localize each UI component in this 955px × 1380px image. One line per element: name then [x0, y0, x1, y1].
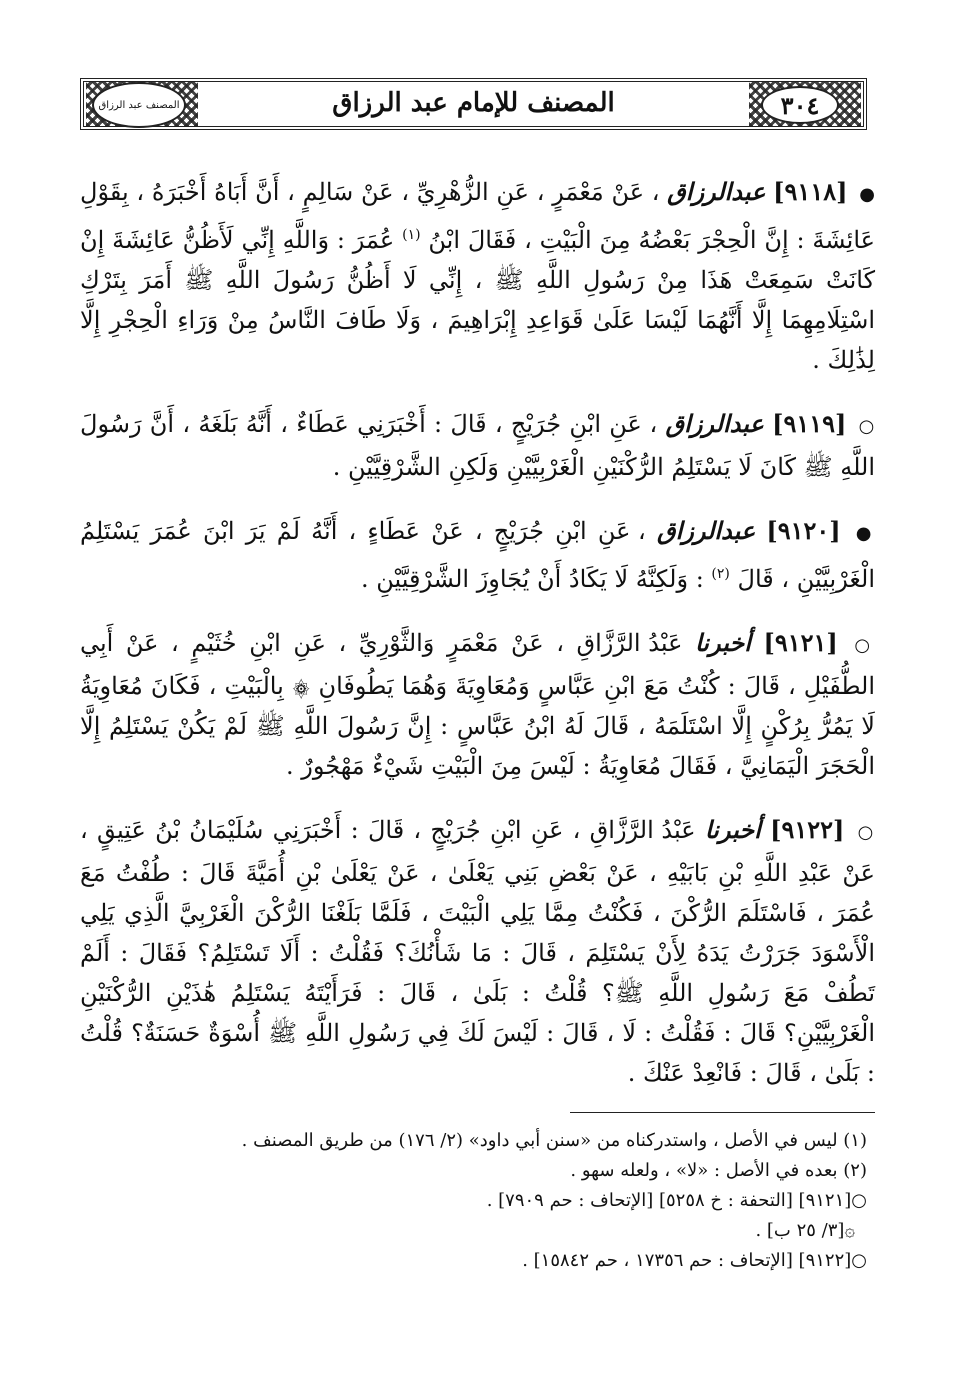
- hadith-9120: [80, 511, 875, 599]
- footnote-ref: (٢): [711, 566, 730, 582]
- hadith-9122: [80, 810, 875, 1093]
- hadith-number: [٩١٢٠]: [766, 516, 841, 545]
- seal-icon: المصنف عبد الرزاق: [92, 82, 186, 128]
- hadith-text: عَبْدُ الرَّزَّاقِ ، عَنْ مَعْمَرٍ وَالثَّوْرِيِّ ، عَنِ ابْنِ خُثَيْمٍ ، عَنْ أَبِي الطُّفَيْلِ ، قَالَ : كُنْتُ مَعَ ابْنِ عَبَّاسٍ وَمُعَاوِيَةَ وَهُمَا يَطُوفَانِ ۞ بِالْبَيْتِ ، فَكَانَ مُعَاوِيَةُ لَا يَمُرُّ بِرُكْنٍ إِلَّا اسْتَلَمَهُ ، قَالَ لَهُ ابْنُ عَبَّاسٍ : إِنَّ رَسُولَ اللَّهِ ﷺ لَمْ يَكُنْ يَسْتَلِمُ إِلَّا الْحَجَرَ الْيَمَانِيَّ ، فَقَالَ مُعَاوِيَةُ : لَيْسَ مِنَ الْبَيْتِ شَيْءٌ مَهْجُورٌ .: [80, 629, 875, 780]
- page-header: [80, 78, 867, 130]
- footnote-divider: [570, 1112, 875, 1113]
- filled-circle-marker-icon: ●: [859, 184, 875, 205]
- footnote-ref: (١): [402, 227, 421, 243]
- footnote-2: (٢) بعده في الأصل : «لا» ، ولعله سهو .: [570, 1160, 867, 1181]
- narrator-label: أخبرنا: [694, 628, 751, 657]
- hadith-9121: [80, 623, 875, 786]
- footnotes: [80, 1126, 875, 1276]
- hadith-number: [٩١٢١]: [763, 628, 838, 657]
- open-circle-marker-icon: ○: [857, 822, 875, 843]
- hadith-text: ، عَنِ ابْنِ جُرَيْجٍ ، قَالَ : أَخْبَرَنِي عَطَاءٌ ، أَنَّهُ بَلَغَهُ ، أَنَّ رَسُولَ اللَّهِ ﷺ كَانَ لَا يَسْتَلِمُ الرُّكْنَيْنِ الْغَرْبِيَّيْنِ وَلَكِنِ الشَّرْقِيَّيْنِ .: [80, 410, 875, 481]
- book-title: المصنف للإمام عبد الرزاق: [210, 84, 737, 122]
- filled-circle-marker-icon: ●: [855, 523, 875, 544]
- hadith-text: : وَلَكِنَّهُ لَا يَكَادُ أَنْ يُجَاوِزَ الشَّرْقِيَّيْنِ .: [360, 565, 704, 593]
- hadith-text: ، عَنْ مَعْمَرٍ ، عَنِ الزُّهْرِيِّ ، عَنْ سَالِمٍ ، أَنَّ أَبَاهُ أَخْبَرَهُ ، بِقَوْلِ عَائِشَةَ : إِنَّ الْحِجْرَ بَعْضُهُ مِنَ الْبَيْتِ ، فَقَالَ ابْنُ: [80, 178, 875, 254]
- hadith-text: عَبْدُ الرَّزَّاقِ ، عَنِ ابْنِ جُرَيْجٍ ، قَالَ : أَخْبَرَنِي سُلَيْمَانُ بْنُ عَتِيقٍ ، عَنْ عَبْدِ اللَّهِ بْنِ بَابَيْهِ ، عَنْ بَعْضِ بَنِي يَعْلَىٰ ، عَنْ يَعْلَىٰ بْنِ أُمَيَّةَ قَالَ : طُفْتُ مَعَ عُمَرَ ، فَاسْتَلَمَ الرُّكْنَ ، فَكُنْتُ مِمَّا يَلِي الْبَيْتَ ، فَلَمَّا بَلَغْنَا الرُّكْنَ الْغَرْبِيَّ الَّذِي يَلِي الْأَسْوَدَ جَرَرْتُ يَدَهُ لِأَنْ يَسْتَلِمَ ، قَالَ : مَا شَأْنُكَ؟ فَقُلْتُ : أَلَا تَسْتَلِمُ؟ فَقَالَ : أَلَمْ تَطُفْ مَعَ رَسُولِ اللَّهِ ﷺ؟ قُلْتُ : بَلَىٰ ، قَالَ : فَرَأَيْتَهُ يَسْتَلِمُ هَٰذَيْنِ الرُّكْنَيْنِ الْغَرْبِيَّيْنِ؟ قَالَ : فَقُلْتُ : لَا ، قَالَ : لَيْسَ لَكَ فِي رَسُولِ اللَّهِ ﷺ أُسْوَةٌ حَسَنَةٌ؟ قُلْتُ : بَلَىٰ ، قَالَ : فَانْعِدْ عَنْكَ .: [80, 816, 875, 1087]
- footnote-folio: ۞[٣/ ٢٥ ب] .: [755, 1220, 855, 1241]
- page-number: ٣٠٤: [761, 86, 839, 124]
- footnote-ref-9121: ○[٩١٢١] [التحفة : خ ٥٢٥٨] [الإتحاف : حم ٧٩٠٩] .: [486, 1190, 867, 1211]
- hadith-9119: [80, 404, 875, 487]
- narrator-label: عبدالرزاق: [656, 516, 756, 545]
- footnote-ref-9122: ○[٩١٢٢] [الإتحاف : حم ١٧٣٥٦ ، حم ١٥٨٤٢] .: [522, 1250, 867, 1271]
- hadith-number: [٩١١٨]: [773, 177, 848, 206]
- narrator-label: عبدالرزاق: [665, 409, 764, 438]
- open-circle-marker-icon: ○: [858, 416, 875, 437]
- main-text: [80, 148, 875, 1106]
- hadith-9118: [80, 172, 875, 380]
- hadith-text: عُمَرَ : وَاللَّهِ إِنِّي لَأَظُنُّ عَائِشَةَ إِنْ كَانَتْ سَمِعَتْ هَذَا مِنْ رَسُولِ اللَّهِ ﷺ ، إِنِّي لَا أَظُنُّ رَسُولَ اللَّهِ ﷺ أَمَرَ بِتَرْكِ اسْتِلَامِهِمَا إِلَّا أَنَّهُمَا لَيْسَا عَلَىٰ قَوَاعِدِ إِبْرَاهِيمَ ، وَلَا طَافَ النَّاسُ مِنْ وَرَاءِ الْحِجْرِ إِلَّا لِذَٰلِكَ .: [80, 226, 875, 374]
- hadith-number: [٩١٢٢]: [770, 815, 845, 844]
- hadith-text: ، عَنِ ابْنِ جُرَيْجٍ ، عَنْ عَطَاءٍ ، أَنَّهُ لَمْ يَرَ ابْنَ عُمَرَ يَسْتَلِمُ الْغَرْبِيَّيْنِ ، قَالَ: [80, 517, 875, 593]
- open-circle-marker-icon: ○: [854, 635, 875, 656]
- footnote-1: (١) ليس في الأصل ، واستدركناه من «سنن أبي داود» (٢/ ١٧٦) من طريق المصنف .: [241, 1130, 867, 1151]
- hadith-number: [٩١١٩]: [772, 409, 847, 438]
- narrator-label: عبدالرزاق: [667, 177, 766, 206]
- narrator-label: أخبرنا: [704, 815, 761, 844]
